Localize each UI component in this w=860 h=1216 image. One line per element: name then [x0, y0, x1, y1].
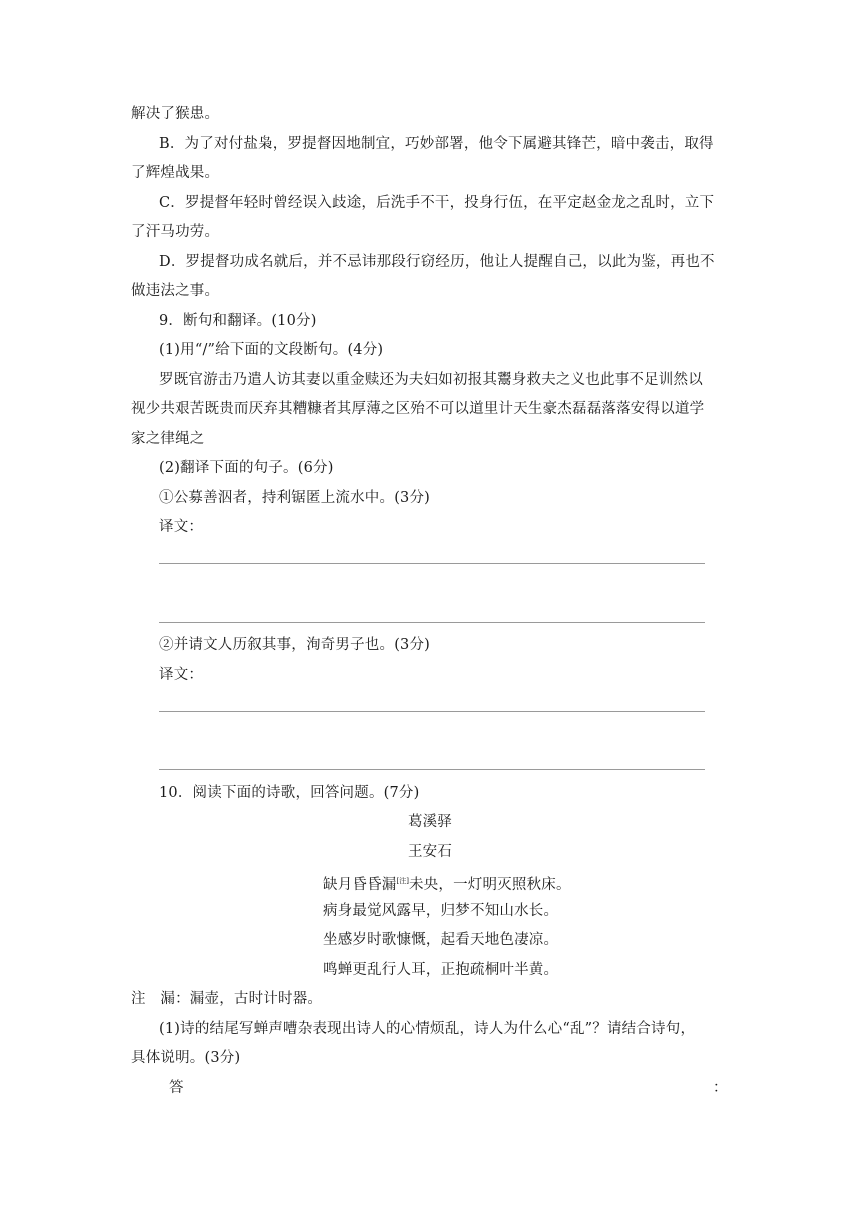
translation-label-2: 译文： — [159, 667, 204, 683]
answer-colon: ： — [713, 1080, 728, 1096]
poem-author: 王安石 — [407, 844, 453, 860]
option-b: B．为了对付盐枭，罗提督因地制宜，巧妙部署，他令下属避其锋芒，暗中袭击，取得 — [159, 136, 714, 152]
sentence-2: ②并请文人历叙其事，洵奇男子也。(3分) — [159, 637, 431, 653]
poem-line-1-start: 缺月昏昏漏 — [323, 877, 397, 893]
option-d: D．罗提督功成名就后，并不忌讳那段行窃经历，他让人提醒自己，以此为鉴，再也不 — [159, 254, 715, 270]
translation-label-1: 译文： — [159, 519, 204, 535]
question-9-part-2: (2)翻译下面的句子。(6分) — [159, 460, 334, 476]
poem-line-3: 坐感岁时歌慷慨，起看天地色凄凉。 — [323, 932, 559, 948]
question-10-part-1: (1)诗的结尾写蝉声嘈杂表现出诗人的心情烦乱，诗人为什么心“乱”？请结合诗句， — [159, 1021, 696, 1037]
question-10-heading: 10．阅读下面的诗歌，回答问题。(7分) — [159, 785, 420, 801]
poem-line-4: 鸣蝉更乱行人耳，正抱疏桐叶半黄。 — [323, 962, 559, 978]
option-b-continuation: 了辉煌战果。 — [131, 165, 220, 181]
question-9-part-1: (1)用“/”给下面的文段断句。(4分) — [159, 342, 384, 358]
sentence-1: ①公募善泅者，持利锯匿上流水中。(3分) — [159, 490, 431, 506]
footnote-marker: [注] — [396, 877, 409, 885]
poem-line-2: 病身最觉风露早，归梦不知山水长。 — [323, 903, 559, 919]
passage-line-1: 罗既官游击乃遣人访其妻以重金赎还为夫妇如初报其鬻身救夫之义也此事不足训然以 — [159, 372, 703, 388]
poem-title: 葛溪驿 — [407, 814, 453, 830]
option-d-continuation: 做违法之事。 — [131, 283, 220, 299]
option-c: C．罗提督年轻时曾经误入歧途，后洗手不干，投身行伍，在平定赵金龙之乱时，立下 — [159, 195, 715, 211]
poem-line-1 — [323, 871, 571, 895]
answer-label: 答 — [169, 1080, 184, 1096]
option-a-continuation: 解决了猴患。 — [131, 106, 220, 122]
passage-line-2: 视少共艰苦既贵而厌弃其糟糠者其厚薄之区殆不可以道里计天生豪杰磊磊落落安得以道学 — [131, 401, 705, 417]
answer-line[interactable] — [159, 622, 705, 623]
passage-line-3: 家之律绳之 — [131, 431, 205, 447]
poem-note: 注 漏：漏壶，古时计时器。 — [131, 991, 323, 1007]
answer-line[interactable] — [159, 711, 705, 712]
answer-line[interactable] — [159, 769, 705, 770]
question-9-heading: 9．断句和翻译。(10分) — [159, 313, 317, 329]
option-c-continuation: 了汗马功劳。 — [131, 224, 220, 240]
poem-line-1-end: 未央，一灯明灭照秋床。 — [408, 877, 571, 893]
answer-line[interactable] — [159, 563, 705, 564]
question-10-part-1-continuation: 具体说明。(3分) — [131, 1050, 241, 1066]
